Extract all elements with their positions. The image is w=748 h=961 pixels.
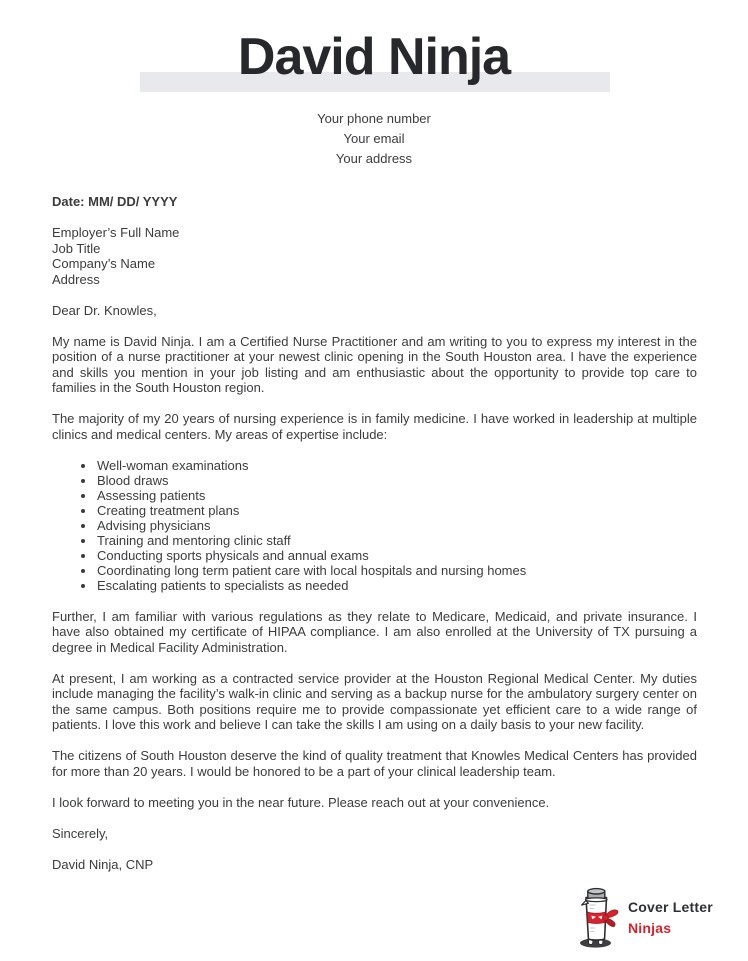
- paragraph-regulations: Further, I am familiar with various regulations as they relate to Medicare, Medicaid, and private insurance. I have also obtained my certificate of HIPAA compliance. I am also enrolled at the University of TX pursuing a degree in Medical Facility Administration.: [52, 608, 697, 655]
- list-item: • Training and mentoring clinic staff: [96, 533, 697, 548]
- logo-text-line2: Ninjas: [628, 920, 672, 936]
- list-item: • Advising physicians: [96, 518, 697, 533]
- cover-letter-ninjas-logo: [573, 886, 713, 950]
- list-item: • Conducting sports physicals and annual exams: [96, 548, 697, 563]
- logo-wordmark: [628, 897, 713, 939]
- recipient-name: Employer’s Full Name: [52, 225, 180, 240]
- list-item: • Creating treatment plans: [96, 503, 697, 518]
- contact-phone: Your phone number: [317, 111, 431, 126]
- contact-address: Your address: [335, 151, 413, 166]
- date-line: Date: MM/ DD/ YYYY: [52, 194, 178, 209]
- salutation: Dear Dr. Knowles,: [52, 302, 157, 318]
- recipient-block: [52, 225, 697, 287]
- recipient-job-title: Job Title: [52, 240, 101, 256]
- list-item: • Coordinating long term patient care with local hospitals and nursing homes: [96, 563, 697, 578]
- expertise-list: [52, 458, 697, 594]
- paragraph-current-role: At present, I am working as a contracted service provider at the Houston Regional Medical Center. My duties include managing the facility’s walk-in clinic and serving as a backup nurse for the ambulatory surgery center on the same campus. Both positions require me to provide compassionate yet efficient care to a wide range of patients. I love this work and believe I can take the skills I am using on a daily basis to your new facility.: [52, 670, 697, 733]
- paragraph-call-to-action: I look forward to meeting you in the near future. Please reach out at your convenience.: [52, 794, 550, 810]
- contact-email: Your email: [343, 131, 405, 146]
- contact-block: [0, 109, 748, 169]
- recipient-address: Address: [52, 271, 100, 287]
- candidate-name: David Ninja: [237, 28, 511, 86]
- paragraph-introduction: My name is David Ninja. I am a Certified Nurse Practitioner and am writing to you to express my interest in the position of a nurse practitioner at your newest clinic opening in the South Houston area. I have the experience and skills you mention in your job listing and am enthusiastic about the opportunity to provide top care to families in the South Houston region.: [52, 333, 697, 395]
- paragraph-citizens: The citizens of South Houston deserve the kind of quality treatment that Knowles Medical Centers has provided for more than 20 years. I would be honored to be a part of your clinical leadership team.: [52, 748, 697, 779]
- paragraph-experience: The majority of my 20 years of nursing experience is in family medicine. I have worked in leadership at multiple clinics and medical centers. My areas of expertise include:: [52, 411, 697, 442]
- valediction: Sincerely,: [52, 825, 109, 841]
- list-item: • Blood draws: [96, 473, 697, 488]
- list-item: • Well-woman examinations: [96, 458, 697, 473]
- list-item: • Assessing patients: [96, 488, 697, 503]
- ninja-scroll-icon: [573, 886, 620, 950]
- recipient-company: Company’s Name: [52, 256, 156, 271]
- logo-text-line1: Cover Letter: [628, 899, 713, 915]
- signature: David Ninja, CNP: [52, 856, 154, 872]
- list-item: • Escalating patients to specialists as needed: [96, 578, 697, 593]
